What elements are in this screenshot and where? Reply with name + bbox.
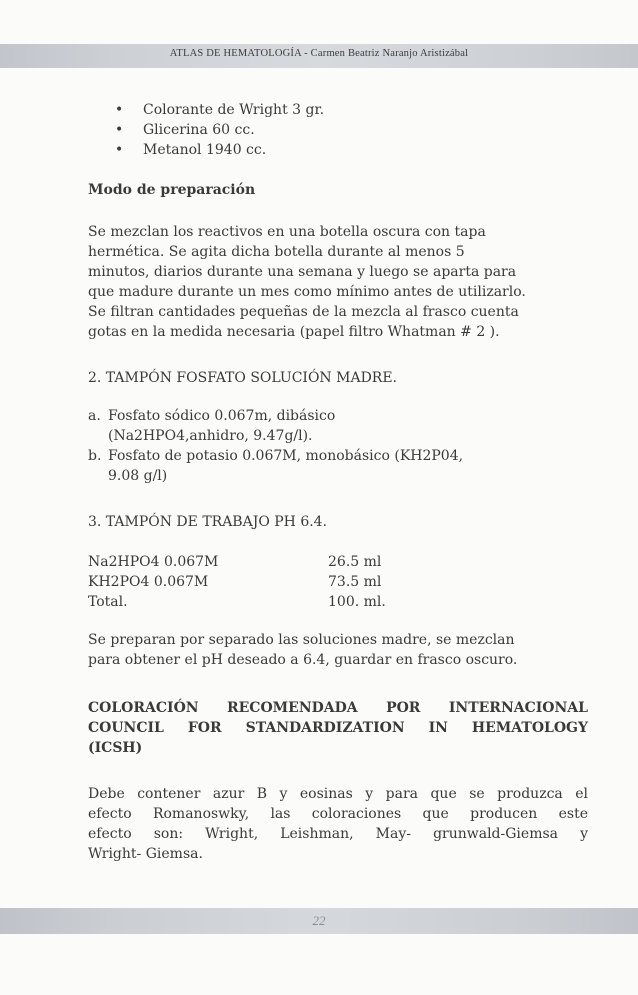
prep-paragraph: Se mezclan los reactivos en una botella oscura con tapa hermética. Se agita dicha botella durante al menos 5 minutos, diarios durante una semana y luego se aparta para que madure durante un mes como mínimo antes de utilizarlo. Se filtran cantidades pequeñas de la mezcla al frasco cuenta gotas en la medida necesaria (papel filtro Whatman # 2 ). <box>88 224 526 340</box>
icsh-paragraph: Debe contener azur B y eosinas y para que se produzca el efecto Romanoswky, las coloraciones que producen este efecto son: Wright, Leishman, May- grunwald-Giemsa y Wright- Giemsa. <box>88 786 588 862</box>
prep-heading: Modo de preparación <box>88 182 256 198</box>
bullet-icon: • <box>115 122 124 138</box>
list-item: • Glicerina 60 cc. <box>115 122 255 138</box>
buffer-note: Se preparan por separado las soluciones madre, se mezclan para obtener el pH deseado a 6.4, guardar en frasco oscuro. <box>88 632 518 668</box>
list-item: • Metanol 1940 cc. <box>115 142 267 158</box>
section-3-heading: 3. TAMPÓN DE TRABAJO PH 6.4. <box>88 514 328 530</box>
running-header: ATLAS DE HEMATOLOGÍA - Carmen Beatriz Naranjo Aristizábal <box>169 48 469 59</box>
section-2-heading: 2. TAMPÓN FOSFATO SOLUCIÓN MADRE. <box>88 370 398 386</box>
list-item: a. Fosfato sódico 0.067m, dibásico (Na2HPO4,anhidro, 9.47g/l). <box>88 408 336 444</box>
bullet-icon: • <box>115 142 124 158</box>
section-2-list <box>88 406 588 486</box>
ingredient-list <box>88 100 588 160</box>
list-item: b. Fosfato de potasio 0.067M, monobásico (KH2P04, 9.08 g/l) <box>88 448 464 484</box>
buffer-table <box>88 552 588 612</box>
table-row: Total. 100. ml. <box>88 594 386 610</box>
table-row: KH2PO4 0.067M 73.5 ml <box>88 574 382 590</box>
table-row: Na2HPO4 0.067M 26.5 ml <box>88 554 382 570</box>
icsh-heading: COLORACIÓN RECOMENDADA POR INTERNACIONAL COUNCIL FOR STANDARDIZATION IN HEMATOLOGY (ICSH) <box>88 700 588 756</box>
page-number: 22 <box>312 913 326 928</box>
bullet-icon: • <box>115 102 124 118</box>
list-item: • Colorante de Wright 3 gr. <box>115 102 325 118</box>
